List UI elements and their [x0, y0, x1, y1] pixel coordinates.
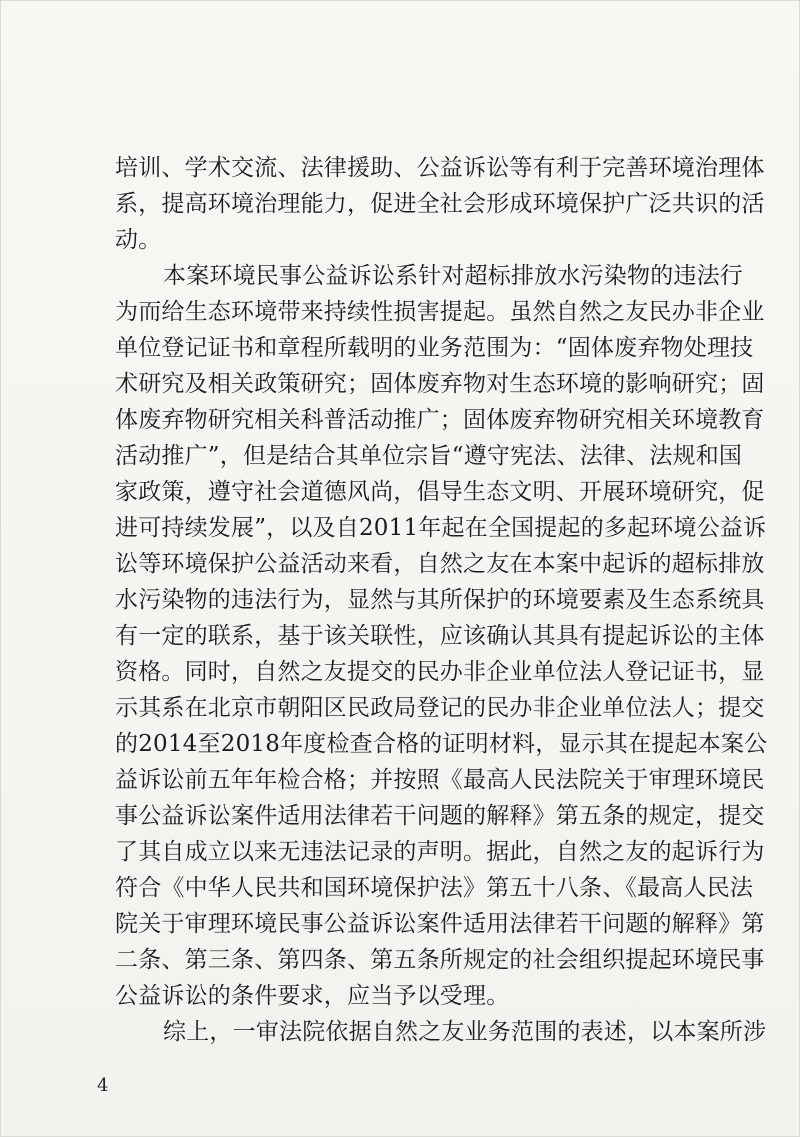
text-line: 示其系在北京市朝阳区民政局登记的民办非企业单位法人；提交	[115, 695, 765, 721]
text-line: 符合《中华人民共和国环境保护法》第五十八条、《最高人民法	[115, 875, 754, 901]
text-line: 体废弃物研究相关科普活动推广；固体废弃物研究相关环境教育	[115, 407, 765, 433]
text-line: 系，提高环境治理能力，促进全社会形成环境保护广泛共识的活	[115, 191, 765, 217]
text-line: 有一定的联系，基于该关联性，应该确认其具有提起诉讼的主体	[115, 623, 765, 649]
page-number: 4	[97, 1075, 109, 1096]
paragraph-first-line: 本案环境民事公益诉讼系针对超标排放水污染物的违法行	[163, 263, 743, 289]
text-line: 资格。同时，自然之友提交的民办非企业单位法人登记证书，显	[115, 659, 765, 685]
text-line: 的2014至2018年度检查合格的证明材料，显示其在提起本案公	[115, 731, 768, 757]
text-line: 术研究及相关政策研究；固体废弃物对生态环境的影响研究；固	[115, 371, 765, 397]
text-line: 为而给生态环境带来持续性损害提起。虽然自然之友民办非企业	[115, 299, 765, 325]
text-line: 动。	[115, 227, 162, 253]
text-line: 家政策，遵守社会道德风尚，倡导生态文明、开展环境研究，促	[115, 479, 765, 505]
text-line: 进可持续发展”，以及自2011年起在全国提起的多起环境公益诉	[115, 515, 767, 541]
text-line: 公益诉讼的条件要求，应当予以受理。	[115, 983, 510, 1009]
text-line: 活动推广”，但是结合其单位宗旨“遵守宪法、法律、法规和国	[115, 443, 743, 469]
text-line: 单位登记证书和章程所载明的业务范围为：“固体废弃物处理技	[115, 335, 754, 361]
paragraph-first-line: 综上，一审法院依据自然之友业务范围的表述，以本案所涉	[163, 1019, 767, 1045]
text-line: 讼等环境保护公益活动来看，自然之友在本案中起诉的超标排放	[115, 551, 765, 577]
text-line: 二条、第三条、第四条、第五条所规定的社会组织提起环境民事	[115, 947, 765, 973]
text-line: 培训、学术交流、法律援助、公益诉讼等有利于完善环境治理体	[115, 155, 765, 181]
text-line: 益诉讼前五年年检合格；并按照《最高人民法院关于审理环境民	[115, 767, 765, 793]
text-line: 了其自成立以来无违法记录的声明。据此，自然之友的起诉行为	[115, 839, 765, 865]
text-line: 水污染物的违法行为，显然与其所保护的环境要素及生态系统具	[115, 587, 765, 613]
text-line: 事公益诉讼案件适用法律若干问题的解释》第五条的规定，提交	[115, 803, 765, 829]
text-line: 院关于审理环境民事公益诉讼案件适用法律若干问题的解释》第	[115, 911, 765, 937]
